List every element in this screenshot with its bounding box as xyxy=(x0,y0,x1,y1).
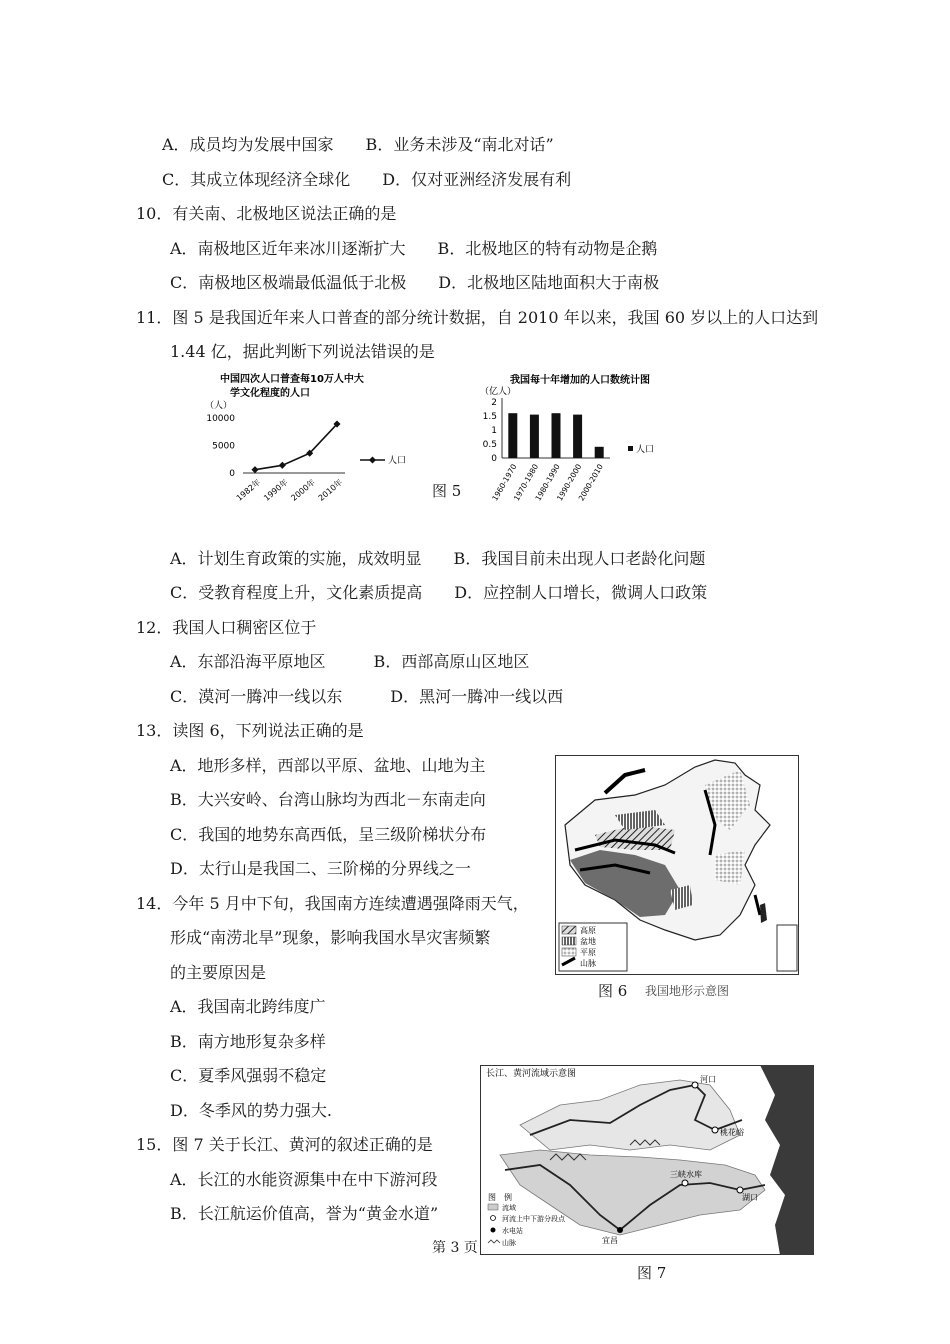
legend-basin: 流域 xyxy=(502,1204,516,1212)
legend-label: 人口 xyxy=(636,445,655,455)
figure5-caption: 图 5 xyxy=(432,482,462,500)
bar xyxy=(595,447,604,458)
data-point xyxy=(279,462,286,469)
page-footer: 第 3 页 xyxy=(432,1240,478,1256)
data-point xyxy=(251,466,258,473)
x-tick-label: 2000-2010 xyxy=(576,462,605,503)
x-tick-label: 2000年 xyxy=(289,477,317,503)
q13-option-a: A．地形多样，西部以平原、盆地、山地为主 xyxy=(170,756,486,775)
bar xyxy=(552,413,561,458)
q14-option-d: D．冬季风的势力强大. xyxy=(170,1101,332,1120)
q13-option-c: C．我国的地势东高西低，呈三级阶梯状分布 xyxy=(170,825,487,844)
y-tick-label: 0 xyxy=(491,454,497,464)
legend-marker xyxy=(369,456,376,463)
figure6-caption-text: 我国地形示意图 xyxy=(645,984,730,998)
x-tick-label: 1960-1970 xyxy=(490,462,519,503)
legend-basin: 盆地 xyxy=(580,937,596,946)
figure7-legend-title: 图 例 xyxy=(488,1193,512,1202)
legend-hydropower: 水电站 xyxy=(502,1227,523,1235)
question-12: 12．我国人口稠密区位于 xyxy=(136,618,317,637)
figure5-bar-chart xyxy=(470,370,700,520)
x-tick-label: 1982年 xyxy=(234,477,263,503)
place-hukou: 湖口 xyxy=(742,1193,758,1202)
question-10: 10．有关南、北极地区说法正确的是 xyxy=(136,204,397,223)
y-axis-label: （人） xyxy=(205,401,233,411)
bar xyxy=(573,415,582,458)
place-taohuayu: 桃花峪 xyxy=(720,1128,744,1137)
x-tick-label: 1980-1990 xyxy=(533,462,562,503)
x-tick-label: 1970-1980 xyxy=(511,462,541,503)
figure7-title: 长江、黄河流域示意图 xyxy=(486,1069,577,1079)
q9-options-cd: C．其成立体现经济全球化 D．仅对亚洲经济发展有利 xyxy=(162,170,572,189)
question-15: 15．图 7 关于长江、黄河的叙述正确的是 xyxy=(136,1135,433,1154)
bar xyxy=(508,413,517,458)
figure5-line-chart xyxy=(195,370,425,520)
y-axis-label: （亿人） xyxy=(480,387,517,397)
q15-option-a: A．长江的水能资源集中在中下游河段 xyxy=(170,1170,438,1189)
place-yichang: 宜昌 xyxy=(602,1236,618,1245)
legend-label: 人口 xyxy=(388,456,407,466)
series-line xyxy=(255,424,337,470)
legend-plain: 平原 xyxy=(580,948,596,957)
legend-mountain: 山脉 xyxy=(580,959,596,968)
question-14-line3: 的主要原因是 xyxy=(170,963,267,982)
place-sanxia: 三峡水库 xyxy=(670,1170,702,1179)
q13-option-d: D．太行山是我国二、三阶梯的分界线之一 xyxy=(170,859,471,878)
place-hekou: 河口 xyxy=(700,1075,716,1084)
q10-options-ab: A．南极地区近年来冰川逐渐扩大 B．北极地区的特有动物是企鹅 xyxy=(170,239,658,258)
q14-option-a: A．我国南北跨纬度广 xyxy=(170,997,326,1016)
q12-options-ab: A．东部沿海平原地区 B．西部高原山区地区 xyxy=(170,652,530,671)
chart-title-line2: 学文化程度的人口 xyxy=(230,388,310,399)
question-11-line2: 1.44 亿，据此判断下列说法错误的是 xyxy=(170,342,435,361)
y-tick-label: 5000 xyxy=(212,441,235,452)
x-tick-label: 1990-2000 xyxy=(555,462,584,503)
q12-options-cd: C．漠河一腾冲一线以东 D．黑河一腾冲一线以西 xyxy=(170,687,564,706)
figure7-caption: 图 7 xyxy=(637,1264,667,1282)
question-13: 13．读图 6，下列说法正确的是 xyxy=(136,721,364,740)
x-tick-label: 2010年 xyxy=(316,477,345,503)
x-tick-label: 1990年 xyxy=(262,477,290,503)
legend-segment-point: 河流上中下游分段点 xyxy=(502,1215,565,1223)
question-14-line1: 14．今年 5 月中下旬，我国南方连续遭遇强降雨天气， xyxy=(136,894,529,913)
q15-option-b: B．长江航运价值高，誉为“黄金水道” xyxy=(170,1204,439,1223)
question-14-line2: 形成“南涝北旱”现象，影响我国水旱灾害频繁 xyxy=(170,928,491,947)
chart-title: 我国每十年增加的人口数统计图 xyxy=(510,375,650,386)
question-11-line1: 11．图 5 是我国近年来人口普查的部分统计数据，自 2010 年以来，我国 60 岁以上的人口达到 xyxy=(136,308,819,327)
figure7-river-map xyxy=(480,1065,814,1255)
q10-options-cd: C．南极地区极端最低温低于北极 D．北极地区陆地面积大于南极 xyxy=(170,273,660,292)
q11-options-ab: A．计划生育政策的实施，成效明显 B．我国目前未出现人口老龄化问题 xyxy=(170,549,706,568)
y-tick-label: 0.5 xyxy=(482,440,497,450)
y-tick-label: 2 xyxy=(491,398,497,408)
legend-mountain: 山脉 xyxy=(502,1239,516,1247)
q11-options-cd: C．受教育程度上升，文化素质提高 D．应控制人口增长，微调人口政策 xyxy=(170,583,708,602)
y-tick-label: 0 xyxy=(229,469,235,479)
q14-option-b: B．南方地形复杂多样 xyxy=(170,1032,326,1051)
y-tick-label: 1 xyxy=(491,426,497,436)
q9-options-ab: A．成员均为发展中国家 B．业务未涉及“南北对话” xyxy=(162,135,554,154)
bar xyxy=(530,415,539,458)
y-tick-label: 1.5 xyxy=(482,412,497,422)
figure6-terrain-map xyxy=(555,755,799,975)
q14-option-c: C．夏季风强弱不稳定 xyxy=(170,1066,327,1085)
legend-marker xyxy=(628,446,633,451)
figure6-caption-number: 图 6 xyxy=(598,982,628,1000)
chart-title-line1: 中国四次人口普查每10万人中大 xyxy=(220,374,364,385)
q13-option-b: B．大兴安岭、台湾山脉均为西北－东南走向 xyxy=(170,790,486,809)
legend-plateau: 高原 xyxy=(580,926,596,935)
y-tick-label: 10000 xyxy=(206,414,235,424)
